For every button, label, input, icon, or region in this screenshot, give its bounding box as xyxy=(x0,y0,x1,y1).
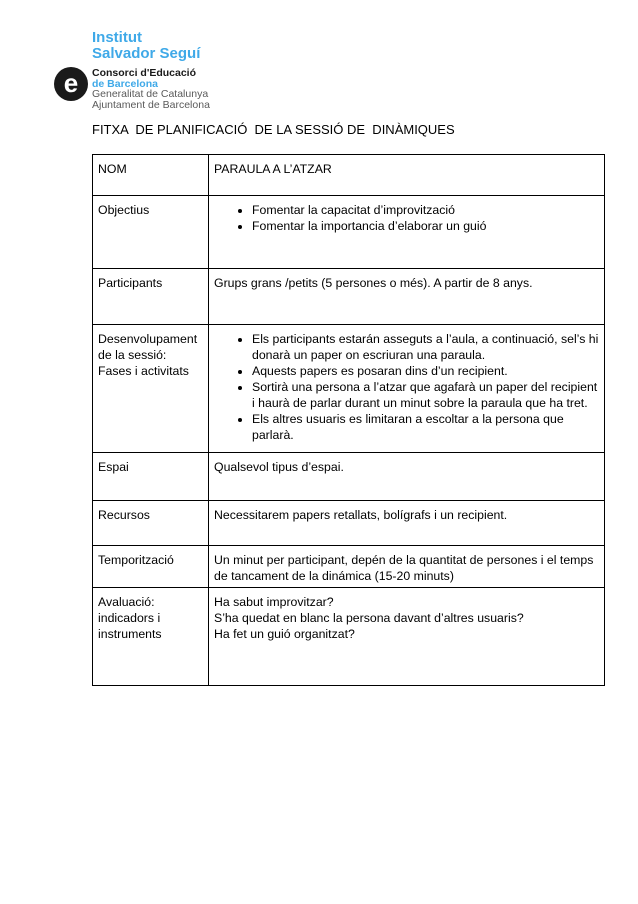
desenvolupament-label-line3: Fases i activitats xyxy=(98,364,189,378)
recursos-label: Recursos xyxy=(93,501,209,546)
objectius-value xyxy=(209,196,605,269)
recursos-value: Necessitarem papers retallats, bolígrafs i un recipient. xyxy=(209,501,605,546)
desenvolupament-item: • Aquests papers es posaran dins d’un recipient. xyxy=(252,363,599,379)
planning-table xyxy=(92,154,605,686)
temporitzacio-label: Temporització xyxy=(93,546,209,588)
desenvolupament-list xyxy=(214,331,599,443)
table-row-desenvolupament xyxy=(93,325,605,453)
avaluacio-line: Ha fet un guió organitzat? xyxy=(214,627,355,641)
avaluacio-label xyxy=(93,588,209,686)
desenvolupament-item: • Sortirà una persona a l’atzar que agafarà un paper del recipient i haurà de parlar durant un minut sobre la paraula que ha tret. xyxy=(252,379,599,411)
consorci-logo-icon xyxy=(54,67,88,101)
consorci-block xyxy=(92,68,210,110)
desenvolupament-label-line2: de la sessió: xyxy=(98,348,167,362)
espai-label: Espai xyxy=(93,453,209,501)
temporitzacio-value: Un minut per participant, depén de la quantitat de persones i el temps de tancament de la dinámica (15-20 minuts) xyxy=(209,546,605,588)
table-row-participants xyxy=(93,269,605,325)
objectius-list xyxy=(214,202,599,234)
avaluacio-line: Ha sabut improvitzar? xyxy=(214,595,334,609)
objectius-label: Objectius xyxy=(93,196,209,269)
consorci-line2: de Barcelona xyxy=(92,77,158,90)
table-row-avaluacio xyxy=(93,588,605,686)
table-row-nom xyxy=(93,155,605,196)
espai-value: Qualsevol tipus d’espai. xyxy=(209,453,605,501)
table-row-recursos xyxy=(93,501,605,546)
avaluacio-value xyxy=(209,588,605,686)
desenvolupament-label xyxy=(93,325,209,453)
avaluacio-line: S’ha quedat en blanc la persona davant d’altres usuaris? xyxy=(214,611,524,625)
table-row-temporitzacio xyxy=(93,546,605,588)
objectius-item: • Fomentar la importancia d’elaborar un guió xyxy=(252,218,599,234)
consorci-line4: Ajuntament de Barcelona xyxy=(92,98,210,111)
consorci-line1: Consorci d'Educació xyxy=(92,67,197,79)
table-row-espai xyxy=(93,453,605,501)
participants-value: Grups grans /petits (5 persones o més). A partir de 8 anys. xyxy=(209,269,605,325)
table-row-objectius xyxy=(93,196,605,269)
avaluacio-label-line3: instruments xyxy=(98,627,162,641)
desenvolupament-label-line1: Desenvolupament xyxy=(98,332,198,346)
desenvolupament-item: • Els altres usuaris es limitaran a escoltar a la persona que parlarà. xyxy=(252,411,599,443)
school-name xyxy=(92,30,200,62)
logo-letter: e xyxy=(63,68,79,98)
school-name-line2: Salvador Seguí xyxy=(92,45,201,62)
desenvolupament-item: • Els participants estarán asseguts a l’aula, a continuació, sel’s hi donarà un paper on escriuran una paraula. xyxy=(252,331,599,363)
institution-header xyxy=(54,30,254,110)
participants-label: Participants xyxy=(93,269,209,325)
consorci-line3: Generalitat de Catalunya xyxy=(92,88,209,100)
desenvolupament-value xyxy=(209,325,605,453)
nom-value: PARAULA A L’ATZAR xyxy=(209,155,605,196)
document-title: FITXA DE PLANIFICACIÓ DE LA SESSIÓ DE DINÀMIQUES xyxy=(92,122,455,137)
avaluacio-label-line2: indicadors i xyxy=(98,611,161,625)
objectius-item: • Fomentar la capacitat d’improvització xyxy=(252,202,599,218)
nom-label: NOM xyxy=(93,155,209,196)
school-name-line1: Institut xyxy=(92,29,142,46)
avaluacio-label-line1: Avaluació: xyxy=(98,595,155,609)
